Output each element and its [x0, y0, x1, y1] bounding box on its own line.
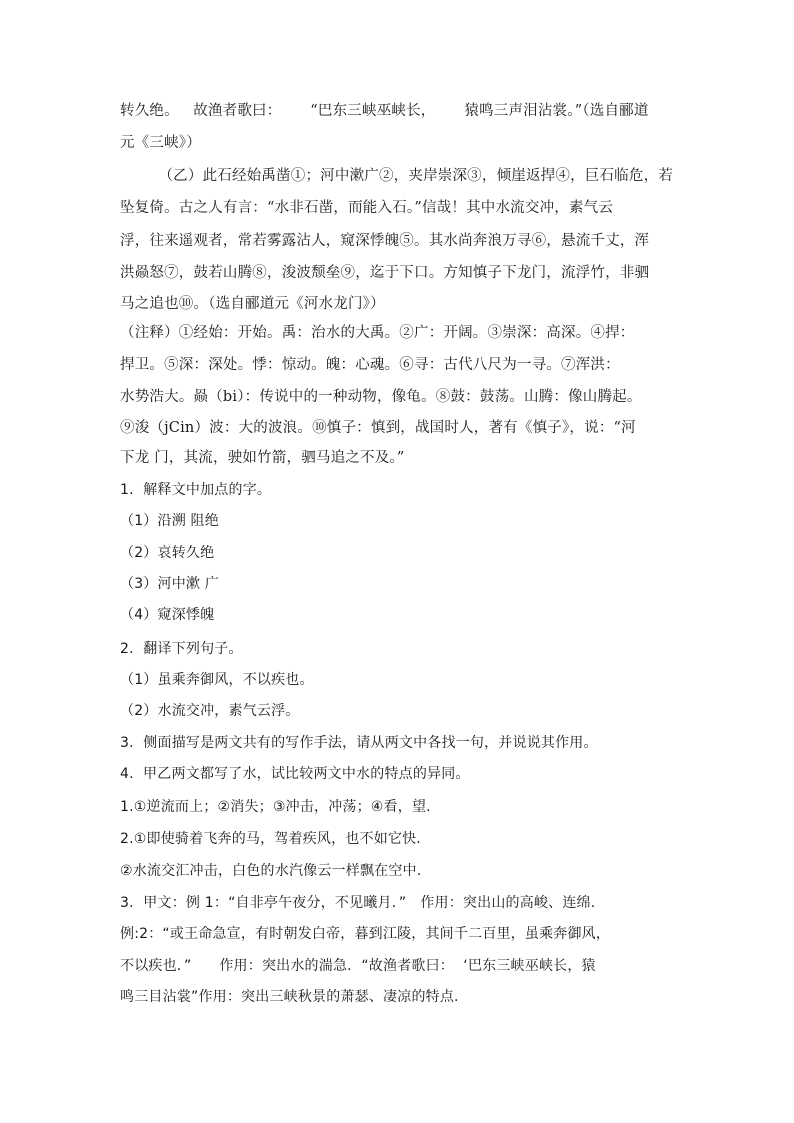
question-item: （2）水流交冲，素气云浮。 — [120, 703, 300, 719]
question-item: （1）虽乘奔御风，不以疾也。 — [120, 672, 314, 688]
answer-3-line: 不以疾也．” 作用：突出水的湍急．“故渔者歌曰： ‘巴东三峡巫峡长，猿 — [120, 958, 596, 974]
text-line: 转久绝。 故渔者歌曰： “巴东三峡巫峡长， 猿鸣三声泪沾裳。”（选自郦道 — [120, 103, 649, 119]
text-line: 洪赑怒⑦，鼓若山腾⑧，浚波颓垒⑨，迄于下口。方知慎子下龙门，流浮竹，非驷 — [120, 265, 650, 281]
text-line: （注释）①经始：开始。禹：治水的大禹。②广：开阔。③崇深：高深。④捍： — [120, 325, 635, 341]
question-2: 2．翻译下列句子。 — [120, 641, 243, 657]
answer-1: 1.①逆流而上；②消失；③冲击，冲荡；④看，望. — [120, 799, 431, 815]
text-line: 下龙 门，其流，驶如竹箭，驷马追之不及。” — [120, 450, 405, 466]
question-item: （1）沿溯 阻绝 — [120, 513, 219, 529]
text-line: ⑨浚（jCin）波：大的波浪。⑩慎子：慎到，战国时人，著有《慎子》，说：“河 — [120, 420, 636, 436]
text-line: （乙）此石经始禹凿①；河中漱广②，夹岸崇深③，倾崖返捍④，巨石临危，若 — [120, 168, 673, 184]
text-line: 水势浩大。赑（bi）：传说中的一种动物，像龟。⑧鼓：鼓荡。山腾：像山腾起。 — [120, 389, 642, 405]
question-item: （2）哀转久绝 — [120, 545, 215, 561]
text-line: 坠复倚。古之人有言：“水非石凿，而能入石。”信哉！其中水流交冲，素气云 — [120, 200, 614, 216]
answer-3: 3．甲文：例 1：“自非亭午夜分，不见曦月．” 作用：突出山的高峻、连绵. — [120, 895, 596, 911]
question-1: 1．解释文中加点的字。 — [120, 482, 272, 498]
question-4: 4. 甲乙两文都写了水，试比较两文中水的特点的异同。 — [120, 766, 470, 782]
question-item: （3）河中漱 广 — [120, 576, 219, 592]
text-line: 捍卫。⑤深：深处。悸：惊动。魄：心魂。⑥寻：古代八尺为一寻。⑦浑洪： — [120, 357, 620, 373]
answer-3-line: 例:2：“或王命急宣，有时朝发白帝，暮到江陵，其间千二百里，虽乘奔御风， — [120, 926, 611, 942]
text-line: 浮，往来遥观者，常若雾露沾人，窥深悸魄⑤。其水尚奔浪万寻⑥，悬流千丈，浑 — [120, 233, 650, 249]
text-line: 马之追也⑩。（选自郦道元《河水龙门》） — [120, 296, 385, 312]
answer-3-line: 鸣三目沾裳”作用：突出三峡秋景的萧瑟、凄凉的特点. — [120, 989, 459, 1005]
answer-2b: ②水流交汇冲击，白色的水汽像云一样飘在空中. — [120, 863, 422, 879]
answer-2: 2.①即使骑着飞奔的马，驾着疾风，也不如它快. — [120, 831, 421, 847]
question-item: （4）窥深悸魄 — [120, 607, 215, 623]
question-3: 3．侧面描写是两文共有的写作手法，请从两文中各找一句，并说说其作用。 — [120, 735, 598, 751]
text-line: 元《三峡》） — [120, 135, 201, 151]
